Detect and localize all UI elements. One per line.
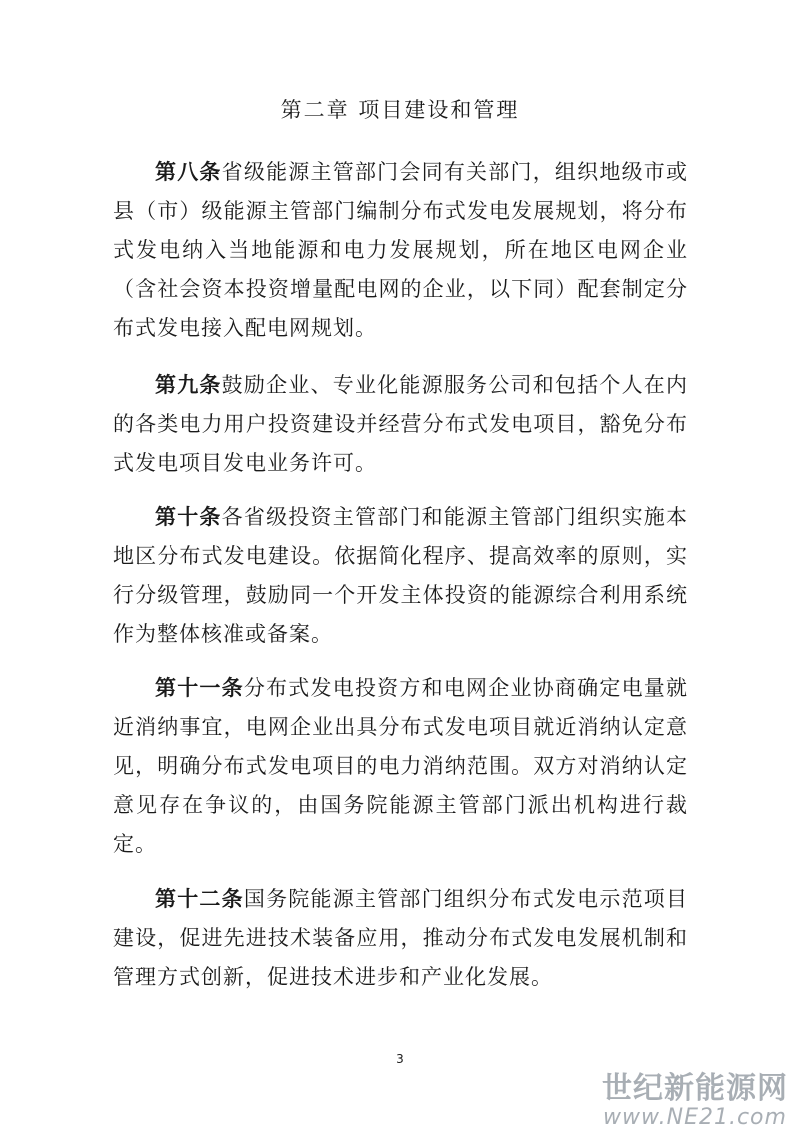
article-12-lead: 第十二条 [155,887,244,911]
page-number: 3 [396,1052,404,1066]
article-9-body: 鼓励企业、专业化能源服务公司和包括个人在内的各类电力用户投资建设并经营分布式发电项目，豁免分布式发电项目发电业务许可。 [113,373,689,475]
article-10-lead: 第十条 [155,505,222,529]
article-8-body: 省级能源主管部门会同有关部门，组织地级市或县（市）级能源主管部门编制分布式发电发展规划，将分布式发电纳入当地能源和电力发展规划，所在地区电网企业（含社会资本投资增量配电网的企业，以下同）配套制定分布式发电接入配电网规划。 [113,160,689,340]
watermark-logo [602,1072,788,1130]
article-11 [113,669,688,864]
article-8 [113,153,688,348]
article-12-body: 国务院能源主管部门组织分布式发电示范项目建设，促进先进技术装备应用，推动分布式发电发展机制和管理方式创新，促进技术进步和产业化发展。 [113,887,689,989]
article-9-lead: 第九条 [155,373,222,397]
article-9 [113,366,688,483]
article-8-lead: 第八条 [155,160,222,184]
article-11-lead: 第十一条 [155,676,244,700]
watermark-url: www.NE21.com [603,1105,787,1130]
chapter-title: 第二章 项目建设和管理 [280,98,520,122]
article-11-body: 分布式发电投资方和电网企业协商确定电量就近消纳事宜，电网企业出具分布式发电项目就近消纳认定意见，明确分布式发电项目的电力消纳范围。双方对消纳认定意见存在争议的，由国务院能源主管部门派出机构进行裁定。 [113,676,689,856]
article-10-body: 各省级投资主管部门和能源主管部门组织实施本地区分布式发电建设。依据简化程序、提高效率的原则，实行分级管理，鼓励同一个开发主体投资的能源综合利用系统作为整体核准或备案。 [113,505,689,646]
article-12 [113,880,688,997]
article-10 [113,498,688,654]
watermark-name: 世纪新能源网 [602,1071,788,1106]
